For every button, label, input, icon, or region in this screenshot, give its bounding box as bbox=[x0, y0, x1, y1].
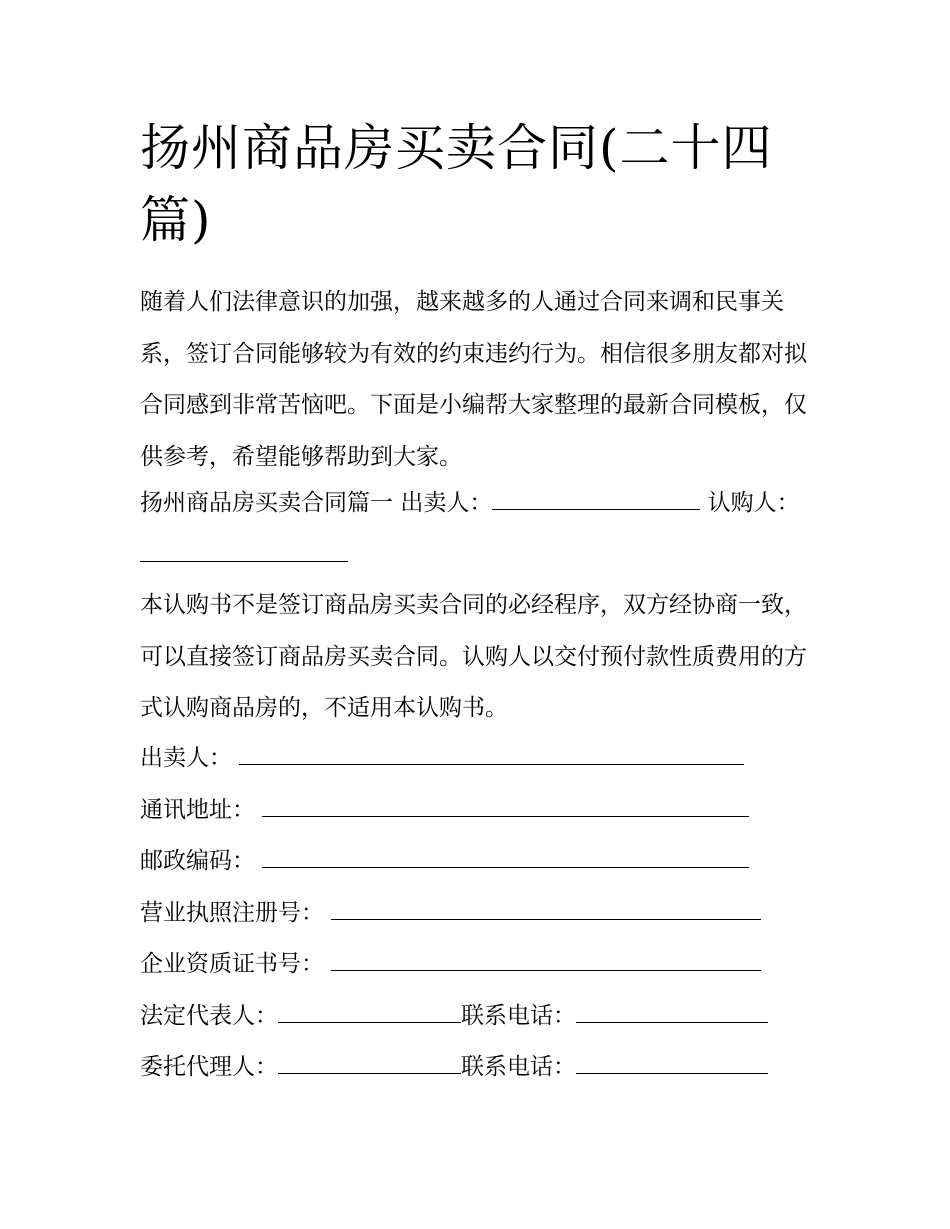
field-legal-rep-blank bbox=[278, 1004, 461, 1023]
field-seller bbox=[140, 733, 820, 785]
page-title: 扬州商品房买卖合同(二十四篇) bbox=[140, 119, 773, 249]
field-legal-rep-phone-label: 联系电话： bbox=[461, 1002, 576, 1029]
field-agent-phone-label: 联系电话： bbox=[461, 1054, 576, 1080]
field-postcode bbox=[140, 836, 820, 888]
intro-paragraph bbox=[140, 277, 820, 483]
section-1-line bbox=[140, 478, 820, 581]
field-license-blank bbox=[331, 901, 761, 920]
buyer-blank bbox=[140, 543, 348, 562]
field-postcode-blank bbox=[262, 849, 749, 868]
field-agent-blank bbox=[278, 1055, 461, 1074]
section-1-parties bbox=[140, 478, 820, 581]
field-agent-phone-blank bbox=[576, 1055, 768, 1074]
seller-label: 出卖人： bbox=[400, 490, 493, 516]
field-postcode-label: 邮政编码： bbox=[140, 848, 255, 874]
field-legal-rep bbox=[140, 991, 820, 1043]
field-license-label: 营业执照注册号： bbox=[140, 899, 324, 926]
buyer-label: 认购人： bbox=[707, 490, 800, 516]
field-legal-rep-phone-blank bbox=[576, 1004, 768, 1023]
intro-text: 随着人们法律意识的加强，越来越多的人通过合同来调和民事关系，签订合同能够较为有效的约束违约行为。相信很多朋友都对拟合同感到非常苦恼吧。下面是小编帮大家整理的最新合同模板，仅供参考，希望能够帮助到大家。 bbox=[140, 289, 807, 470]
field-seller-label: 出卖人： bbox=[140, 745, 232, 771]
field-address bbox=[140, 785, 820, 837]
note-paragraph bbox=[140, 580, 820, 735]
field-qualification bbox=[140, 939, 820, 991]
seller-info-fields bbox=[140, 733, 820, 1094]
field-address-label: 通讯地址： bbox=[140, 796, 255, 823]
field-qualification-label: 企业资质证书号： bbox=[140, 951, 324, 977]
field-agent-label: 委托代理人： bbox=[140, 1054, 278, 1080]
seller-blank bbox=[492, 491, 700, 510]
field-address-blank bbox=[262, 798, 749, 817]
field-agent bbox=[140, 1042, 820, 1094]
field-seller-blank bbox=[239, 746, 744, 765]
note-text: 本认购书不是签订商品房买卖合同的必经程序，双方经协商一致，可以直接签订商品房买卖合同。认购人以交付预付款性质费用的方式认购商品房的，不适用本认购书。 bbox=[140, 592, 807, 721]
field-legal-rep-label: 法定代表人： bbox=[140, 1002, 278, 1029]
field-qualification-blank bbox=[331, 952, 761, 971]
section-1-heading: 扬州商品房买卖合同篇一 bbox=[140, 490, 393, 516]
field-license bbox=[140, 888, 820, 940]
